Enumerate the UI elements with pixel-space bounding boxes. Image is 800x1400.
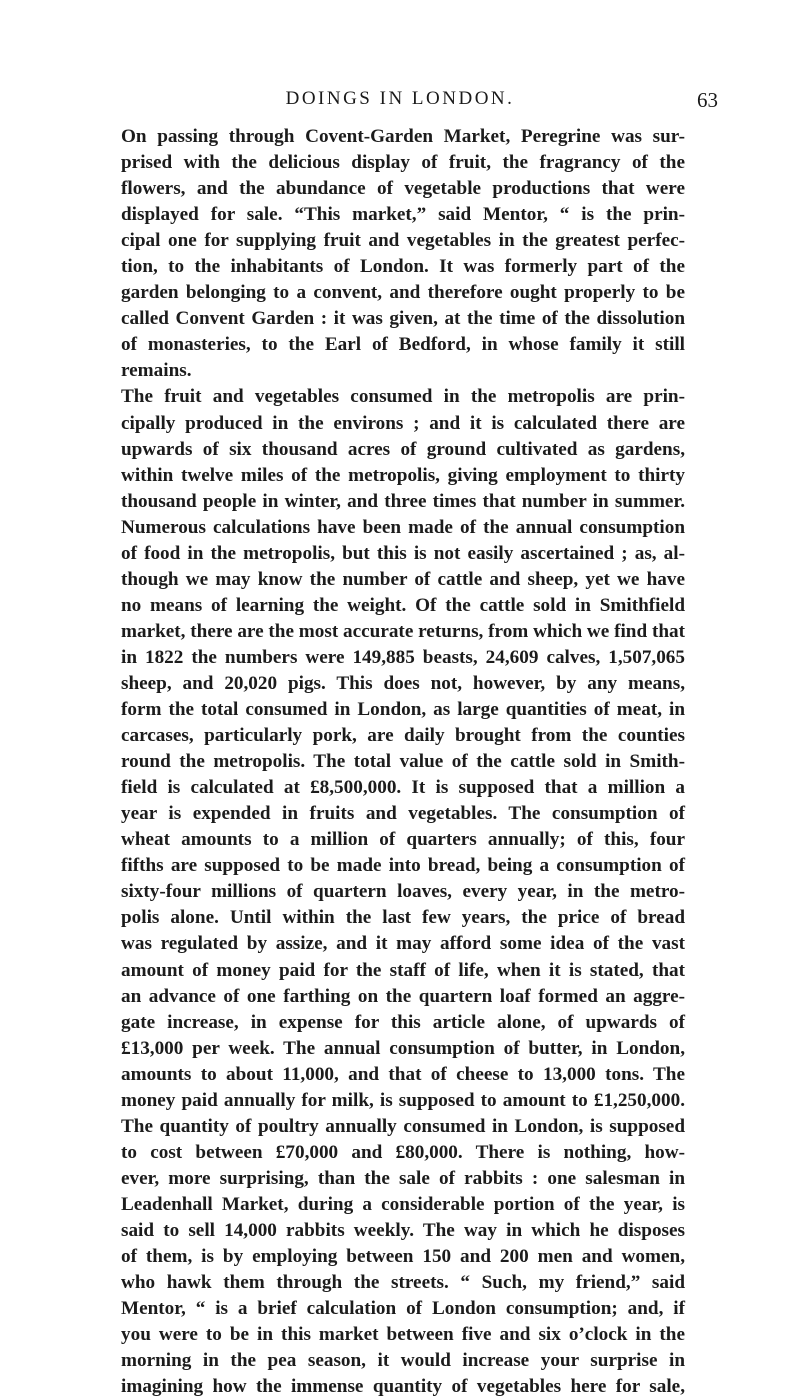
text-line: The quantity of poultry annually consumed in London, is supposed xyxy=(121,1115,685,1137)
text-line: morning in the pea season, it would increase your surprise in xyxy=(121,1350,685,1372)
text-line: garden belonging to a convent, and therefore ought properly to be xyxy=(121,282,685,304)
body-text xyxy=(121,124,685,1400)
text-line: amounts to about 11,000, and that of cheese to 13,000 tons. The xyxy=(121,1063,685,1085)
text-line: you were to be in this market between five and six o’clock in the xyxy=(121,1324,685,1346)
running-header xyxy=(0,88,800,118)
running-title: DOINGS IN LONDON. xyxy=(285,88,515,109)
text-line: an advance of one farthing on the quartern loaf formed an aggre- xyxy=(121,985,685,1007)
text-line: said to sell 14,000 rabbits weekly. The way in which he disposes xyxy=(121,1219,685,1241)
text-line: in 1822 the numbers were 149,885 beasts, 24,609 calves, 1,507,065 xyxy=(121,646,685,668)
text-line: market, there are the most accurate returns, from which we find that xyxy=(121,620,685,642)
text-line: called Convent Garden : it was given, at the time of the dissolution xyxy=(121,308,685,330)
text-line: tion, to the inhabitants of London. It was formerly part of the xyxy=(121,256,685,278)
text-line: upwards of six thousand acres of ground cultivated as gardens, xyxy=(121,438,685,460)
text-line: flowers, and the abundance of vegetable productions that were xyxy=(121,178,685,200)
text-line: field is calculated at £8,500,000. It is supposed that a million a xyxy=(121,777,685,799)
text-line: prised with the delicious display of fruit, the fragrancy of the xyxy=(121,152,685,174)
text-line: sheep, and 20,020 pigs. This does not, however, by any means, xyxy=(121,672,685,694)
text-line: no means of learning the weight. Of the cattle sold in Smithfield xyxy=(121,594,685,616)
text-line: carcases, particularly pork, are daily brought from the counties xyxy=(121,725,685,747)
text-line: Leadenhall Market, during a considerable portion of the year, is xyxy=(121,1193,685,1215)
text-line: gate increase, in expense for this article alone, of upwards of xyxy=(121,1011,685,1033)
text-line: cipal one for supplying fruit and vegetables in the greatest perfec- xyxy=(121,230,685,252)
text-line: polis alone. Until within the last few years, the price of bread xyxy=(121,907,685,929)
text-line: ever, more surprising, than the sale of rabbits : one salesman in xyxy=(121,1167,685,1189)
text-line: sixty-four millions of quartern loaves, every year, in the metro- xyxy=(121,881,685,903)
page-number: 63 xyxy=(697,88,718,112)
text-line: form the total consumed in London, as large quantities of meat, in xyxy=(121,699,685,721)
text-line: money paid annually for milk, is supposed to amount to £1,250,000. xyxy=(121,1089,685,1111)
text-line: year is expended in fruits and vegetables. The consumption of xyxy=(121,803,685,825)
text-line: who hawk them through the streets. “ Such, my friend,” said xyxy=(121,1272,685,1294)
text-line: wheat amounts to a million of quarters annually; of this, four xyxy=(121,829,685,851)
text-line: of them, is by employing between 150 and 200 men and women, xyxy=(121,1246,685,1268)
text-line: within twelve miles of the metropolis, giving employment to thirty xyxy=(121,464,685,486)
text-line: of monasteries, to the Earl of Bedford, in whose family it still xyxy=(121,334,685,356)
text-line: thousand people in winter, and three times that number in summer. xyxy=(121,490,685,512)
text-line: Numerous calculations have been made of the annual consumption xyxy=(121,516,685,538)
text-line: though we may know the number of cattle and sheep, yet we have xyxy=(121,568,685,590)
text-line: remains. xyxy=(121,360,192,382)
text-line: cipally produced in the environs ; and it is calculated there are xyxy=(121,412,685,434)
text-line: imagining how the immense quantity of vegetables here for sale, xyxy=(121,1376,685,1398)
text-line: amount of money paid for the staff of life, when it is stated, that xyxy=(121,959,685,981)
text-line: On passing through Covent-Garden Market, Peregrine was sur- xyxy=(121,126,685,147)
text-line: Mentor, “ is a brief calculation of London consumption; and, if xyxy=(121,1298,685,1320)
text-line: was regulated by assize, and it may afford some idea of the vast xyxy=(121,933,685,955)
text-line: of food in the metropolis, but this is not easily ascertained ; as, al- xyxy=(121,542,685,564)
text-line: The fruit and vegetables consumed in the metropolis are prin- xyxy=(121,386,685,408)
text-line: displayed for sale. “This market,” said Mentor, “ is the prin- xyxy=(121,204,685,226)
text-line: round the metropolis. The total value of the cattle sold in Smith- xyxy=(121,751,685,773)
text-line: to cost between £70,000 and £80,000. There is nothing, how- xyxy=(121,1141,685,1163)
text-line: fifths are supposed to be made into bread, being a consumption of xyxy=(121,855,685,877)
text-line: £13,000 per week. The annual consumption of butter, in London, xyxy=(121,1037,685,1059)
